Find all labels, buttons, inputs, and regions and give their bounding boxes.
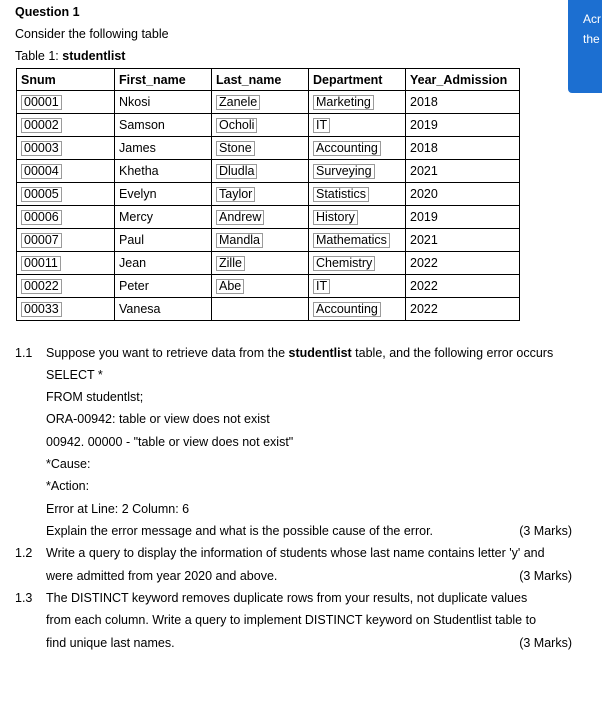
- header-snum: Snum: [17, 69, 115, 91]
- cell-year: 2020: [406, 183, 520, 206]
- cell-year: 2021: [406, 160, 520, 183]
- cell-department: [309, 275, 406, 298]
- cell-department-box: IT: [313, 118, 330, 133]
- cell-snum: [17, 91, 115, 114]
- cell-snum-box: 00022: [21, 279, 62, 294]
- studentlist-table: [16, 68, 520, 321]
- cell-snum: [17, 114, 115, 137]
- table-row: [17, 114, 520, 137]
- q1-2-line-2: were admitted from year 2020 and above.: [46, 569, 278, 583]
- cell-department: [309, 114, 406, 137]
- table-row: [17, 137, 520, 160]
- q1-2-marks: (3 Marks): [519, 569, 572, 583]
- cell-year: 2022: [406, 275, 520, 298]
- cell-last-name: [212, 183, 309, 206]
- table-row: [17, 206, 520, 229]
- table-row: [17, 91, 520, 114]
- table-row: [17, 229, 520, 252]
- q1-1-prompt: [46, 346, 553, 360]
- cell-year: 2018: [406, 91, 520, 114]
- cell-department-box: History: [313, 210, 358, 225]
- cell-department-box: Accounting: [313, 141, 381, 156]
- table-header-row: [17, 69, 520, 91]
- cell-first-name: Samson: [115, 114, 212, 137]
- q1-3-line-2: from each column. Write a query to implement DISTINCT keyword on Studentlist table to: [46, 613, 537, 627]
- table-row: [17, 298, 520, 321]
- cell-last-name-box: Andrew: [216, 210, 264, 225]
- cell-department: [309, 252, 406, 275]
- cell-last-name: [212, 275, 309, 298]
- cell-last-name-box: Zille: [216, 256, 245, 271]
- q1-1-number: 1.1: [15, 346, 33, 360]
- q1-1-code-line: ORA-00942: table or view does not exist: [46, 412, 270, 426]
- header-year-admission: Year_Admission: [406, 69, 520, 91]
- q1-1-code-line: 00942. 00000 - "table or view does not exist": [46, 435, 294, 449]
- table-row: [17, 275, 520, 298]
- q1-1-code-line: FROM studentlst;: [46, 390, 144, 404]
- q1-3-line-1: The DISTINCT keyword removes duplicate rows from your results, not duplicate values: [46, 591, 528, 605]
- cell-last-name-box: Ocholi: [216, 118, 257, 133]
- cell-last-name-box: Dludla: [216, 164, 257, 179]
- cell-first-name: Evelyn: [115, 183, 212, 206]
- q1-2-number: 1.2: [15, 546, 33, 560]
- cell-department-box: Accounting: [313, 302, 381, 317]
- header-first-name: First_name: [115, 69, 212, 91]
- cell-last-name: [212, 229, 309, 252]
- header-last-name: Last_name: [212, 69, 309, 91]
- q1-1-code-line: *Cause:: [46, 457, 91, 471]
- q1-1-prompt-table: studentlist: [288, 346, 352, 360]
- caption-prefix: Table 1:: [15, 49, 63, 63]
- cell-department: [309, 137, 406, 160]
- cell-snum-box: 00033: [21, 302, 62, 317]
- cell-last-name: [212, 114, 309, 137]
- cell-first-name: Mercy: [115, 206, 212, 229]
- table-row: [17, 160, 520, 183]
- cell-department: [309, 183, 406, 206]
- cell-snum: [17, 183, 115, 206]
- question-heading: Question 1: [15, 5, 80, 19]
- cell-snum-box: 00001: [21, 95, 62, 110]
- cell-department: [309, 298, 406, 321]
- q1-2-line-1: Write a query to display the information of students whose last name contains letter 'y' and: [46, 546, 545, 560]
- cell-year: 2019: [406, 114, 520, 137]
- intro-text: Consider the following table: [15, 27, 169, 41]
- cell-year: 2022: [406, 298, 520, 321]
- cell-year: 2018: [406, 137, 520, 160]
- cell-snum: [17, 229, 115, 252]
- cell-last-name-box: Stone: [216, 141, 255, 156]
- cell-last-name-box: Abe: [216, 279, 244, 294]
- cell-first-name: Vanesa: [115, 298, 212, 321]
- table-row: [17, 183, 520, 206]
- cell-department: [309, 91, 406, 114]
- cell-department-box: Chemistry: [313, 256, 375, 271]
- q1-1-prompt-pre: Suppose you want to retrieve data from the: [46, 346, 289, 360]
- header-department: Department: [309, 69, 406, 91]
- cell-snum: [17, 160, 115, 183]
- cell-department-box: Marketing: [313, 95, 374, 110]
- cell-department-box: Surveying: [313, 164, 375, 179]
- cell-first-name: Peter: [115, 275, 212, 298]
- cell-first-name: Paul: [115, 229, 212, 252]
- cell-snum-box: 00004: [21, 164, 62, 179]
- q1-1-marks: (3 Marks): [519, 524, 572, 538]
- cell-snum-box: 00011: [21, 256, 61, 271]
- cell-department: [309, 160, 406, 183]
- cell-last-name: [212, 298, 309, 321]
- cell-year: 2021: [406, 229, 520, 252]
- table-row: [17, 252, 520, 275]
- q1-1-explain: Explain the error message and what is the possible cause of the error.: [46, 524, 434, 538]
- cell-year: 2019: [406, 206, 520, 229]
- q1-3-line-3: find unique last names.: [46, 636, 175, 650]
- cell-last-name: [212, 137, 309, 160]
- cell-snum: [17, 252, 115, 275]
- q1-3-number: 1.3: [15, 591, 33, 605]
- cell-last-name: [212, 206, 309, 229]
- caption-table-name: studentlist: [62, 49, 126, 63]
- cell-last-name-box: Mandla: [216, 233, 263, 248]
- cell-department-box: Mathematics: [313, 233, 390, 248]
- cell-department: [309, 229, 406, 252]
- table-caption: [15, 49, 125, 63]
- cell-department-box: Statistics: [313, 187, 369, 202]
- q1-1-code-line: *Action:: [46, 479, 90, 493]
- q1-3-marks: (3 Marks): [519, 636, 572, 650]
- cell-snum-box: 00007: [21, 233, 62, 248]
- cell-snum-box: 00003: [21, 141, 62, 156]
- cell-first-name: Nkosi: [115, 91, 212, 114]
- q1-1-code-line: Error at Line: 2 Column: 6: [46, 502, 190, 516]
- cell-department: [309, 206, 406, 229]
- cell-snum: [17, 298, 115, 321]
- cell-last-name: [212, 91, 309, 114]
- side-card-line-1: Acr: [583, 12, 601, 26]
- cell-snum-box: 00005: [21, 187, 62, 202]
- cell-snum-box: 00002: [21, 118, 62, 133]
- cell-year: 2022: [406, 252, 520, 275]
- cell-snum: [17, 275, 115, 298]
- cell-snum: [17, 137, 115, 160]
- cell-snum-box: 00006: [21, 210, 62, 225]
- cell-snum: [17, 206, 115, 229]
- cell-last-name-box: Taylor: [216, 187, 255, 202]
- side-card[interactable]: [568, 0, 602, 93]
- cell-last-name: [212, 160, 309, 183]
- cell-department-box: IT: [313, 279, 330, 294]
- side-card-line-2: the: [583, 32, 600, 46]
- q1-1-prompt-post: table, and the following error occurs: [351, 346, 554, 360]
- cell-first-name: Khetha: [115, 160, 212, 183]
- q1-1-code-line: SELECT *: [46, 368, 103, 382]
- cell-first-name: Jean: [115, 252, 212, 275]
- cell-last-name-box: Zanele: [216, 95, 260, 110]
- cell-last-name: [212, 252, 309, 275]
- cell-first-name: James: [115, 137, 212, 160]
